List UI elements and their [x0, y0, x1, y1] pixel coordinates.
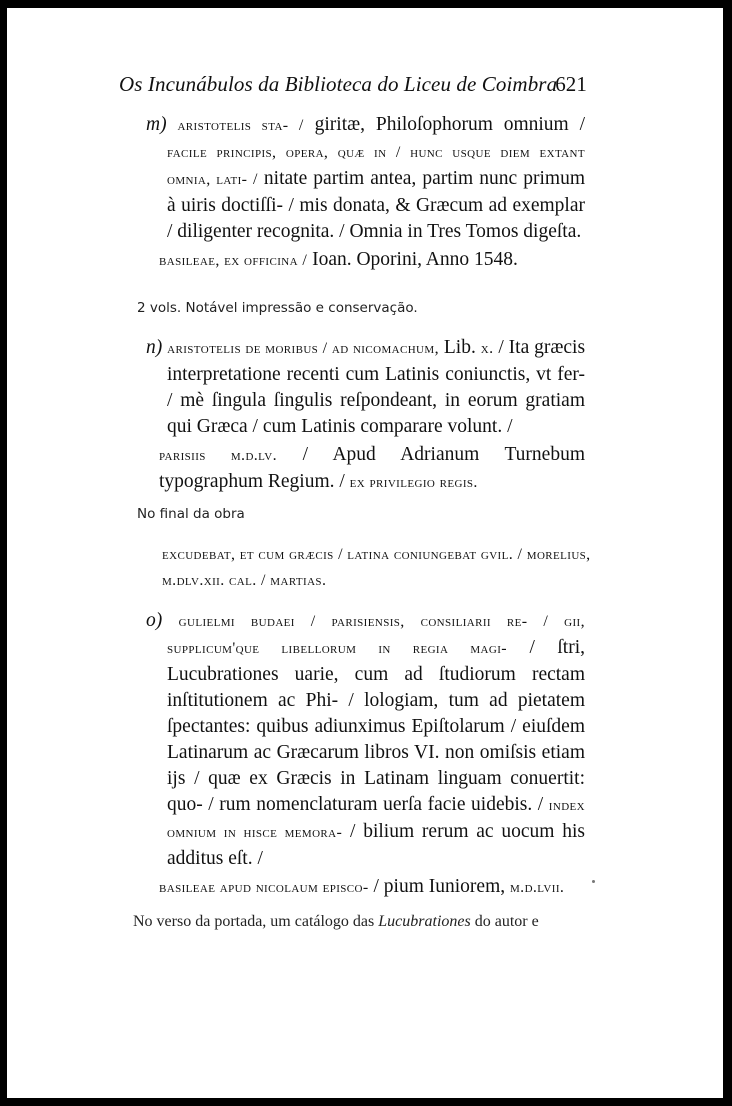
page-number: 621 — [555, 72, 587, 96]
entry-m — [146, 112, 586, 274]
entry-o-imprint-caps-2: m.d.lvii. — [509, 879, 565, 896]
entry-m-imprint-caps: basileae, ex officina / — [159, 252, 308, 269]
speck — [592, 880, 595, 883]
entry-n-text — [146, 335, 586, 440]
entry-o-caps-2: index omnium in hisce memora- — [167, 797, 586, 841]
entry-n-caps-1: aristotelis de moribus / ad nicomachum, — [167, 340, 439, 357]
entry-n-imprint-text: / Apud Adrianum Turnebum typographum Regium. / — [159, 444, 585, 492]
entry-o-caps-1: gulielmi budaei / parisiensis, consiliarii re- / gii, supplicum'que libellorum in regia magi- — [167, 613, 586, 657]
entry-n-imprint-caps: parisiis m.d.lv. — [159, 447, 278, 464]
entry-o-letter: o) — [146, 610, 163, 631]
entry-n — [146, 335, 586, 496]
note-3-prefix: No verso da portada, um catálogo das — [133, 913, 379, 930]
entry-n-letter: n) — [146, 337, 163, 358]
note-3-suffix: do autor e — [470, 913, 539, 930]
entry-o-imprint — [159, 874, 585, 901]
entry-m-text-1: giritæ, Philoſophorum omnium / — [314, 114, 585, 135]
note-1: 2 vols. Notável impressão e conservação. — [137, 300, 418, 316]
colophon — [162, 542, 592, 594]
entry-m-imprint-text: Ioan. Oporini, Anno 1548. — [312, 249, 518, 270]
header-title: Os Incunábulos da Biblioteca do Liceu de Coimbra — [119, 72, 558, 96]
entry-o-text-2: / bilium rerum ac uocum his additus eſt. / — [167, 821, 585, 869]
note-3 — [133, 913, 539, 931]
entry-o-imprint-text: / pium Iuniorem, — [373, 876, 506, 897]
entry-n-text-2: / Ita græcis interpretatione recenti cum Latinis coniunctis, vt fer- / mè ſingula ſingulis reſpondeant, in eorum gratiam qui Græca / cum Latinis comparare volunt. / — [167, 337, 586, 437]
entry-n-imprint-caps-2: ex privilegio regis. — [349, 474, 478, 491]
entry-m-caps-2: facile principis, opera, quæ in / hunc usque diem extant omnia, lati- / — [167, 144, 585, 188]
entry-n-caps-2: x. — [480, 340, 494, 357]
book-page — [7, 8, 723, 1098]
colophon-text: excudebat, et cum græcis / latina coniungebat gvil. / morelius, m.dlv.xii. cal. / martias. — [162, 546, 591, 589]
entry-m-text — [146, 112, 586, 245]
note-3-italic: Lucubrationes — [378, 913, 471, 930]
entry-m-imprint — [159, 247, 585, 274]
entry-m-letter: m) — [146, 114, 167, 135]
running-header — [119, 72, 587, 97]
entry-n-imprint — [159, 442, 585, 496]
entry-m-text-2: nitate partim antea, partim nunc primum à uiris doctiſſi- / mis donata, & Græcum ad exemplar / diligenter recognita. / Omnia in Tres Tomos digeſta. — [167, 168, 586, 242]
entry-o-text-1: / ſtri, Lucubrationes uarie, cum ad ſtudiorum rectam inſtitutionem ac Phi- / lologiam, tum ad pietatem ſpectantes: quibus adiunximus Epiſtolarum / eiuſdem Latinarum ac Græcarum libros VI. non omiſsis etiam ijs / quæ ex Græcis in Latinam linguam conuertit: quo- / rum nomenclaturam uerſa facie uidebis. / — [167, 637, 586, 815]
entry-o — [146, 608, 586, 901]
entry-o-imprint-caps: basileae apud nicolaum episco- — [159, 879, 369, 896]
entry-n-text-1: Lib. — [443, 337, 476, 358]
note-2: No final da obra — [137, 506, 245, 522]
entry-o-text — [146, 608, 586, 872]
entry-m-caps-1: aristotelis sta- / — [177, 117, 304, 134]
